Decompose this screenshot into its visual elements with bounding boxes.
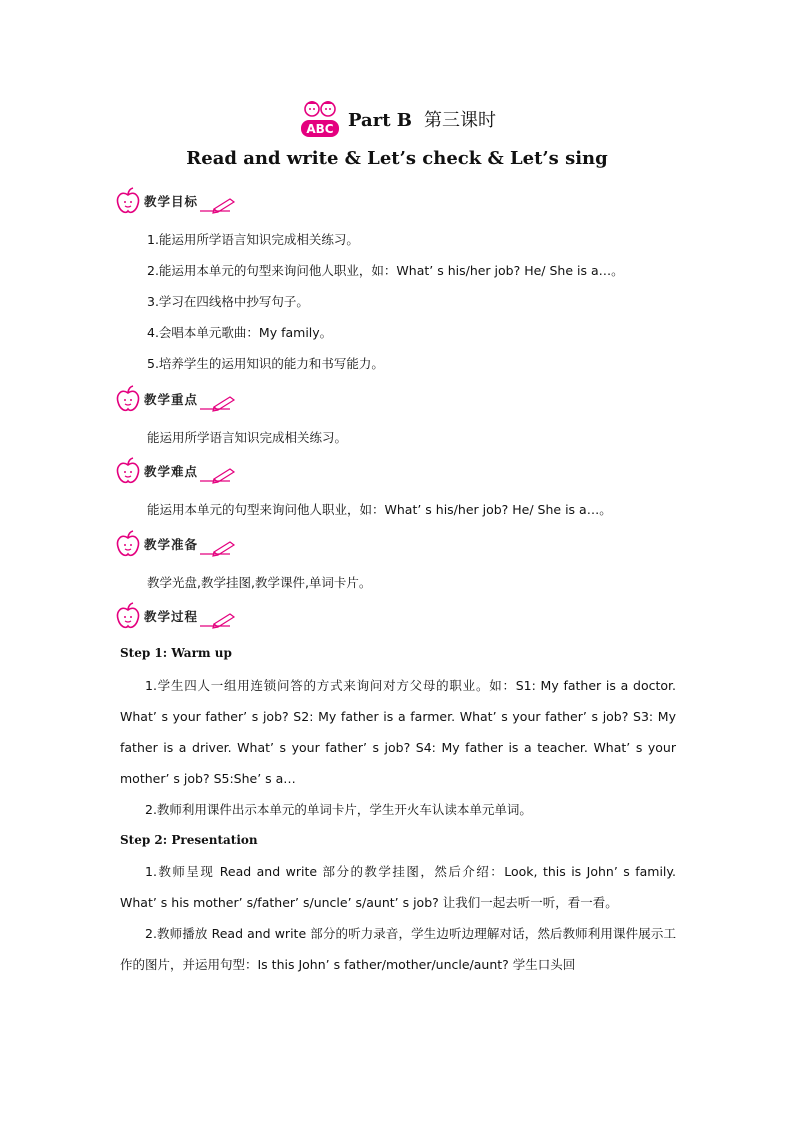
- pen-underline-icon: [200, 466, 238, 484]
- objective-item: 3.学习在四线格中抄写句子。: [147, 294, 309, 309]
- lesson-title-row: [0, 98, 794, 140]
- section-label: 教学准备: [144, 537, 199, 552]
- title-part: Part B: [348, 110, 412, 131]
- section-header-process: [116, 601, 238, 631]
- difficulties-text: 能运用本单元的句型来询问他人职业，如：What’ s his/her job? He/ She is a…。: [147, 502, 612, 517]
- section-header-difficulties: [116, 456, 238, 486]
- svg-text:ABC: ABC: [306, 122, 334, 136]
- objective-item: 5.培养学生的运用知识的能力和书写能力。: [147, 356, 384, 371]
- step-1-title: Step 1: Warm up: [120, 646, 232, 660]
- abc-kids-logo-icon: [298, 98, 342, 140]
- title-lesson-number: 第三课时: [424, 110, 496, 131]
- apple-icon: [116, 530, 140, 558]
- pen-underline-icon: [200, 196, 238, 214]
- step-2-paragraph-2: 2.教师播放 Read and write 部分的听力录音，学生边听边理解对话，然后教师利用课件展示工作的图片，并运用句型：Is this John’ s father/mother/uncle/aunt? 学生口头回: [120, 926, 676, 972]
- section-header-objectives: [116, 186, 238, 216]
- section-label: 教学目标: [144, 194, 199, 209]
- step-2-paragraph-1: 1.教师呈现 Read and write 部分的教学挂图，然后介绍：Look, this is John’ s family. What’ s his mother’ s/father’ s/uncle’ s/aunt’ s job? 让我们一起去听一听，看一看。: [120, 864, 676, 910]
- step-1-paragraph-1: 1.学生四人一组用连锁问答的方式来询问对方父母的职业。如：S1: My father is a doctor. What’ s your father’ s job? S2: My father is a farmer. What’ s your father’ s job? S3: My father is a driver. What’ s your father’ s job? S4: My father is a teacher. What’ s your mother’ s job? S5:She’ s a…: [120, 678, 676, 786]
- section-header-key-points: [116, 384, 238, 414]
- apple-icon: [116, 385, 140, 413]
- step-2-content: [120, 856, 676, 980]
- section-label: 教学过程: [144, 609, 199, 624]
- apple-icon: [116, 457, 140, 485]
- objective-item: 2.能运用本单元的句型来询问他人职业，如：What’ s his/her job? He/ She is a…。: [147, 263, 624, 278]
- pen-underline-icon: [200, 539, 238, 557]
- pen-underline-icon: [200, 611, 238, 629]
- step-1-paragraph-2: 2.教师利用课件出示本单元的单词卡片，学生开火车认读本单元单词。: [145, 802, 532, 817]
- section-label: 教学难点: [144, 464, 199, 479]
- objective-item: 4.会唱本单元歌曲：My family。: [147, 325, 333, 340]
- key-points-text: 能运用所学语言知识完成相关练习。: [147, 430, 348, 445]
- pen-underline-icon: [200, 394, 238, 412]
- lesson-title: [348, 106, 496, 132]
- lesson-subtitle: Read and write & Let’s check & Let’s sing: [186, 148, 608, 169]
- section-header-preparation: [116, 529, 238, 559]
- preparation-text: 教学光盘,教学挂图,教学课件,单词卡片。: [147, 575, 372, 590]
- step-1-content: [120, 670, 676, 825]
- apple-icon: [116, 187, 140, 215]
- objective-item: 1.能运用所学语言知识完成相关练习。: [147, 232, 359, 247]
- section-label: 教学重点: [144, 392, 199, 407]
- apple-icon: [116, 602, 140, 630]
- step-2-title: Step 2: Presentation: [120, 833, 258, 847]
